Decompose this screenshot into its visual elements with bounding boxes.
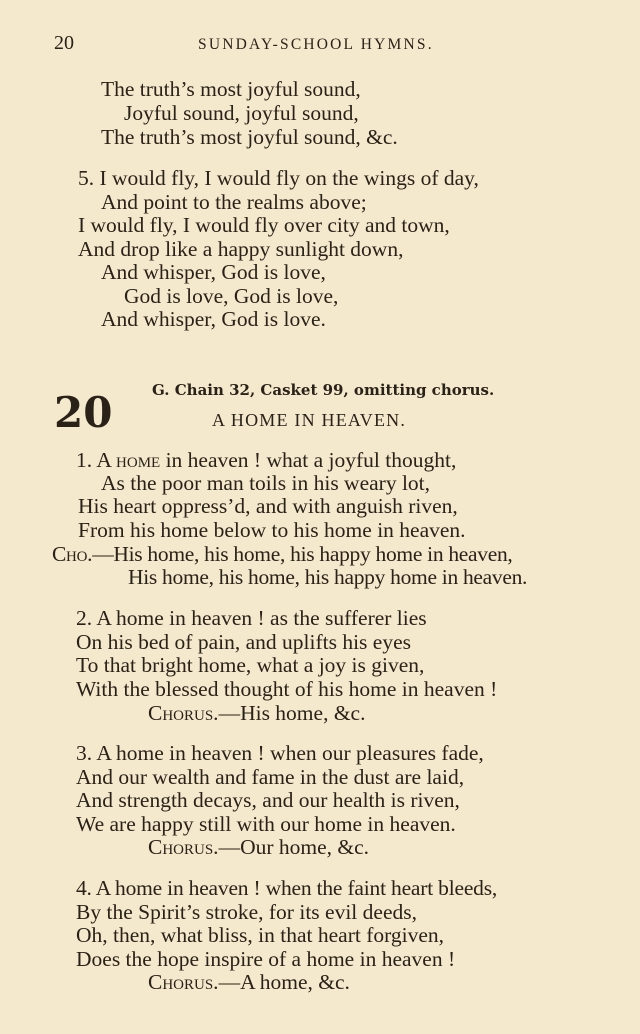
verse-line-rest: in heaven ! what a joyful thought, (160, 448, 457, 472)
verse-line: And whisper, God is love, (101, 260, 326, 284)
verse-line: 3. A home in heaven ! when our pleasures fade, (76, 741, 484, 765)
verse-line: 2. A home in heaven ! as the sufferer lies (76, 606, 427, 630)
chorus-reference (148, 970, 350, 994)
verse-line: And whisper, God is love. (101, 307, 326, 331)
verse-number: 1. A (76, 448, 117, 472)
verse-line: Joyful sound, joyful sound, (124, 101, 359, 125)
verse-line: And strength decays, and our health is riven, (76, 788, 460, 812)
chorus-label: Chorus. (148, 835, 219, 859)
verse-line: And drop like a happy sunlight down, (78, 237, 404, 261)
verse-line: And point to the realms above; (101, 190, 367, 214)
verse-line: The truth’s most joyful sound, (101, 77, 361, 101)
verse-line: With the blessed thought of his home in heaven ! (76, 677, 498, 701)
verse-line: To that bright home, what a joy is given, (76, 653, 425, 677)
hymn-number: 20 (54, 388, 113, 437)
verse-line: 5. I would fly, I would fly on the wings of day, (78, 166, 479, 190)
verse-line (76, 448, 456, 472)
chorus-reference-text: —A home, &c. (218, 970, 350, 994)
running-title: SUNDAY-SCHOOL HYMNS. (198, 36, 434, 53)
verse-line: From his home below to his home in heaven. (78, 518, 466, 542)
verse-line: On his bed of pain, and uplifts his eyes (76, 630, 411, 654)
hymn-source-note: G. Chain 32, Casket 99, omitting chorus. (152, 381, 495, 399)
chorus-label: Chorus. (148, 701, 219, 725)
chorus-text: —His home, his home, his happy home in heaven, (92, 542, 513, 566)
chorus-line: His home, his home, his happy home in heaven. (128, 565, 528, 589)
verse-line: We are happy still with our home in heaven. (76, 812, 456, 836)
chorus-reference (148, 701, 365, 725)
verse-line: I would fly, I would fly over city and town, (78, 213, 450, 237)
page-number: 20 (54, 32, 74, 54)
verse-line: And our wealth and fame in the dust are laid, (76, 765, 465, 789)
verse-line: God is love, God is love, (124, 284, 339, 308)
verse-line: His heart oppress’d, and with anguish riven, (78, 494, 458, 518)
verse-line: By the Spirit’s stroke, for its evil deeds, (76, 900, 417, 924)
chorus-reference-text: —His home, &c. (218, 701, 366, 725)
chorus-label: Cho. (52, 542, 93, 566)
verse-line: As the poor man toils in his weary lot, (101, 471, 431, 495)
hymn-title: A HOME IN HEAVEN. (212, 410, 407, 430)
verse-first-word: home (116, 448, 161, 472)
chorus-reference-text: —Our home, &c. (218, 835, 370, 859)
verse-line: 4. A home in heaven ! when the faint heart bleeds, (76, 876, 498, 900)
chorus-line (52, 542, 513, 566)
verse-line: Does the hope inspire of a home in heaven ! (76, 947, 456, 971)
chorus-label: Chorus. (148, 970, 219, 994)
chorus-reference (148, 835, 369, 859)
verse-line: The truth’s most joyful sound, &c. (101, 125, 398, 149)
verse-line: Oh, then, what bliss, in that heart forgiven, (76, 923, 445, 947)
